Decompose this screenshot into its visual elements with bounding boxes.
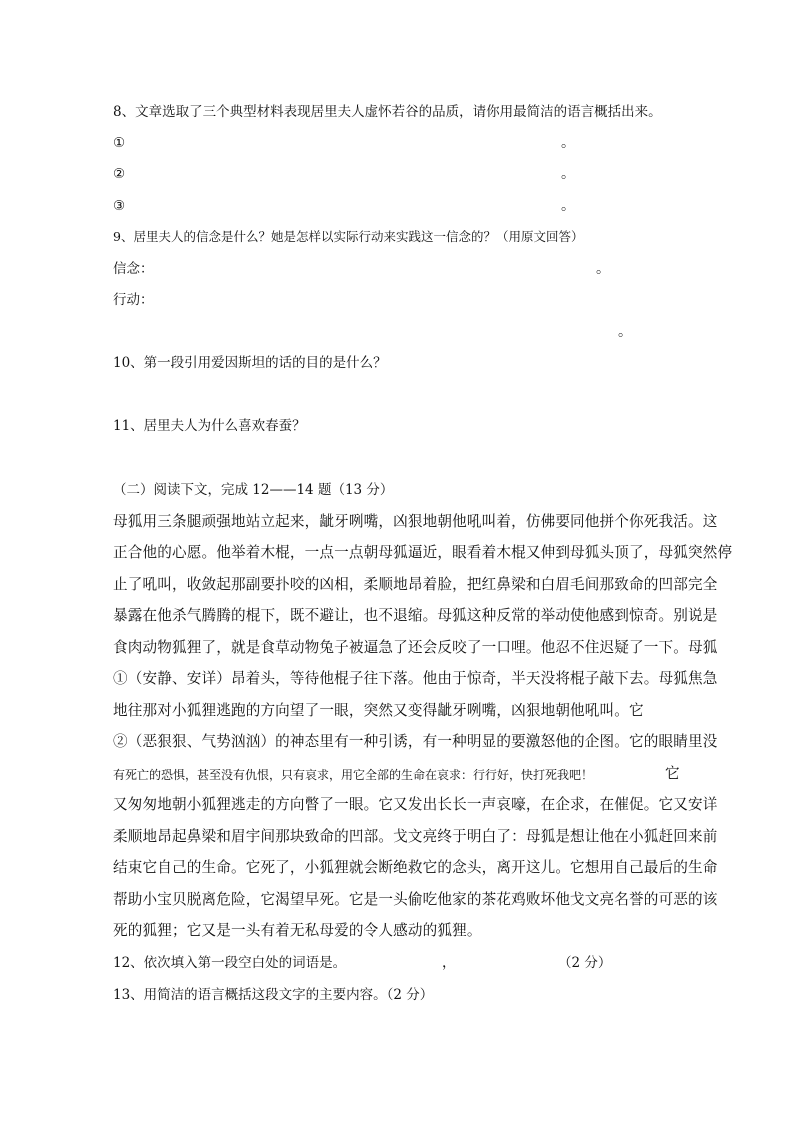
passage-line: 暴露在他杀气腾腾的棍下，既不避让，也不退缩。母狐这种反常的举动使他感到惊奇。别说是 <box>113 607 718 624</box>
q13-stem: 13、用简洁的语言概括这段文字的主要内容。（2 分） <box>113 987 434 1003</box>
q8-item-1-end: 。 <box>561 135 575 151</box>
passage-line: 又匆匆地朝小狐狸逃走的方向瞥了一眼。它又发出长长一声哀嚎，在企求，在催促。它又安详 <box>113 796 718 813</box>
q9-belief-label: 信念： <box>113 261 154 277</box>
passage-line: 帮助小宝贝脱离危险，它渴望早死。它是一头偷吃他家的茶花鸡败坏他戈文亮名誉的可恶的该 <box>113 891 718 908</box>
q8-item-2-end: 。 <box>561 166 575 182</box>
q12-comma: ， <box>442 955 456 971</box>
passage-line: 止了吼叫，收敛起那副要扑咬的凶相，柔顺地昂着脸，把红鼻梁和白眉毛间那致命的凹部完全 <box>113 576 718 593</box>
q8-item-1-label: ① <box>113 135 126 151</box>
passage-line: ②（恶狠狠、气势汹汹）的神态里有一种引诱，有一种明显的要激怒他的企图。它的眼睛里没 <box>113 733 718 750</box>
q8-stem: 8、文章选取了三个典型材料表现居里夫人虚怀若谷的品质，请你用最简洁的语言概括出来。 <box>113 104 662 120</box>
q8-item-2-label: ② <box>113 166 126 182</box>
q9-action-end: 。 <box>618 324 632 340</box>
q9-belief-end: 。 <box>596 261 610 277</box>
q9-stem: 9、居里夫人的信念是什么？她是怎样以实际行动来实践这一信念的？（用原文回答） <box>113 229 584 244</box>
q8-item-3-end: 。 <box>561 198 575 214</box>
passage-line: 死的狐狸；它又是一头有着无私母爱的令人感动的狐狸。 <box>113 922 482 939</box>
passage-line: ①（安静、安详）昂着头，等待他棍子往下落。他由于惊奇，半天没将棍子敲下去。母狐焦急 <box>113 670 718 687</box>
passage-line: 食肉动物狐狸了，就是食草动物兔子被逼急了还会反咬了一口哩。他忍不住迟疑了一下。母狐 <box>113 639 718 656</box>
section2-heading: （二）阅读下文，完成 12——14 题（13 分） <box>113 482 394 498</box>
q11-stem: 11、居里夫人为什么喜欢春蚕？ <box>113 418 306 434</box>
passage-line: 母狐用三条腿顽强地站立起来，龇牙咧嘴，凶狠地朝他吼叫着，仿佛要同他拼个你死我活。这 <box>113 513 718 530</box>
q12-stem: 12、依次填入第一段空白处的词语是。 <box>113 955 347 971</box>
q10-stem: 10、第一段引用爱因斯坦的话的目的是什么？ <box>113 355 387 371</box>
passage-line: 结束它自己的生命。它死了，小狐狸就会断绝救它的念头，离开这儿。它想用自己最后的生命 <box>113 859 718 876</box>
passage-line: 正合他的心愿。他举着木棍，一点一点朝母狐逼近，眼看着木棍又伸到母狐头顶了，母狐突然停 <box>113 544 733 561</box>
passage-small-line-tail: 它 <box>665 765 680 782</box>
passage-line: 柔顺地昂起鼻梁和眉宇间那块致命的凹部。戈文亮终于明白了：母狐是想让他在小狐赶回来前 <box>113 828 718 845</box>
q8-item-3-label: ③ <box>113 198 126 214</box>
passage-small-line: 有死亡的恐惧，甚至没有仇恨，只有哀求，用它全部的生命在哀求：行行好，快打死我吧！ <box>113 768 594 782</box>
q12-score: （2 分） <box>558 955 612 971</box>
passage-line: 地往那对小狐狸逃跑的方向望了一眼，突然又变得龇牙咧嘴，凶狠地朝他吼叫。它 <box>113 702 644 719</box>
q9-action-label: 行动： <box>113 292 154 308</box>
